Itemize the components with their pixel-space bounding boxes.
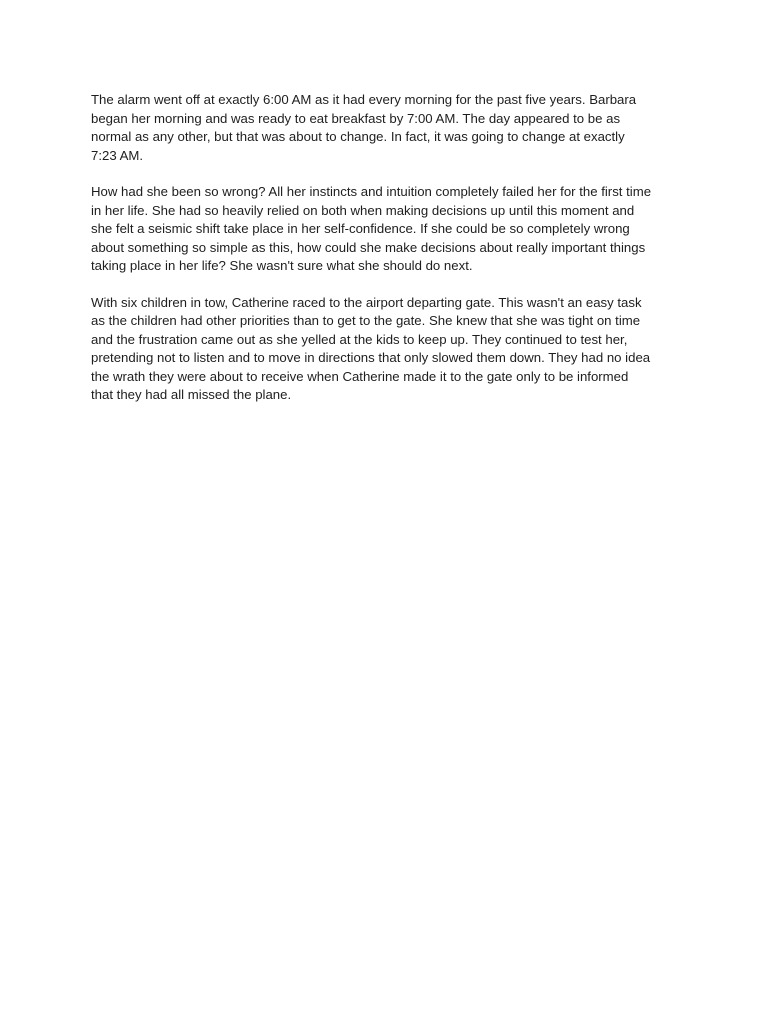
paragraph-line: 7:23 AM. xyxy=(91,147,144,163)
paragraph-line: pretending not to listen and to move in directions that only slowed them down. They had no idea xyxy=(91,350,651,365)
paragraph-line: the wrath they were about to receive when Catherine made it to the gate only to be informed xyxy=(91,368,629,384)
paragraph-line: The alarm went off at exactly 6:00 AM as it had every morning for the past five years. Barbara xyxy=(91,92,637,107)
paragraph-3 xyxy=(91,294,691,405)
paragraph-line: as the children had other priorities than to get to the gate. She knew that she was tight on time xyxy=(91,313,641,328)
paragraph-line: With six children in tow, Catherine raced to the airport departing gate. This wasn't an easy task xyxy=(91,294,642,310)
paragraph-line: and the frustration came out as she yelled at the kids to keep up. They continued to test her, xyxy=(91,331,628,347)
paragraph-line: taking place in her life? She wasn't sure what she should do next. xyxy=(91,258,473,273)
paragraph-line: about something so simple as this, how could she make decisions about really important things xyxy=(91,239,646,255)
paragraph-line: she felt a seismic shift take place in her self-confidence. If she could be so completely wrong xyxy=(91,221,630,236)
paragraph-line: normal as any other, but that was about to change. In fact, it was going to change at exactly xyxy=(91,129,625,144)
paragraph-line: in her life. She had so heavily relied on both when making decisions up until this moment and xyxy=(91,202,635,218)
paragraph-1 xyxy=(91,91,691,165)
paragraph-line: began her morning and was ready to eat breakfast by 7:00 AM. The day appeared to be as xyxy=(91,110,621,126)
paragraph-line: How had she been so wrong? All her instincts and intuition completely failed her for the first time xyxy=(91,184,652,199)
document-body xyxy=(91,91,691,423)
paragraph-2 xyxy=(91,183,691,276)
paragraph-line: that they had all missed the plane. xyxy=(91,387,292,402)
